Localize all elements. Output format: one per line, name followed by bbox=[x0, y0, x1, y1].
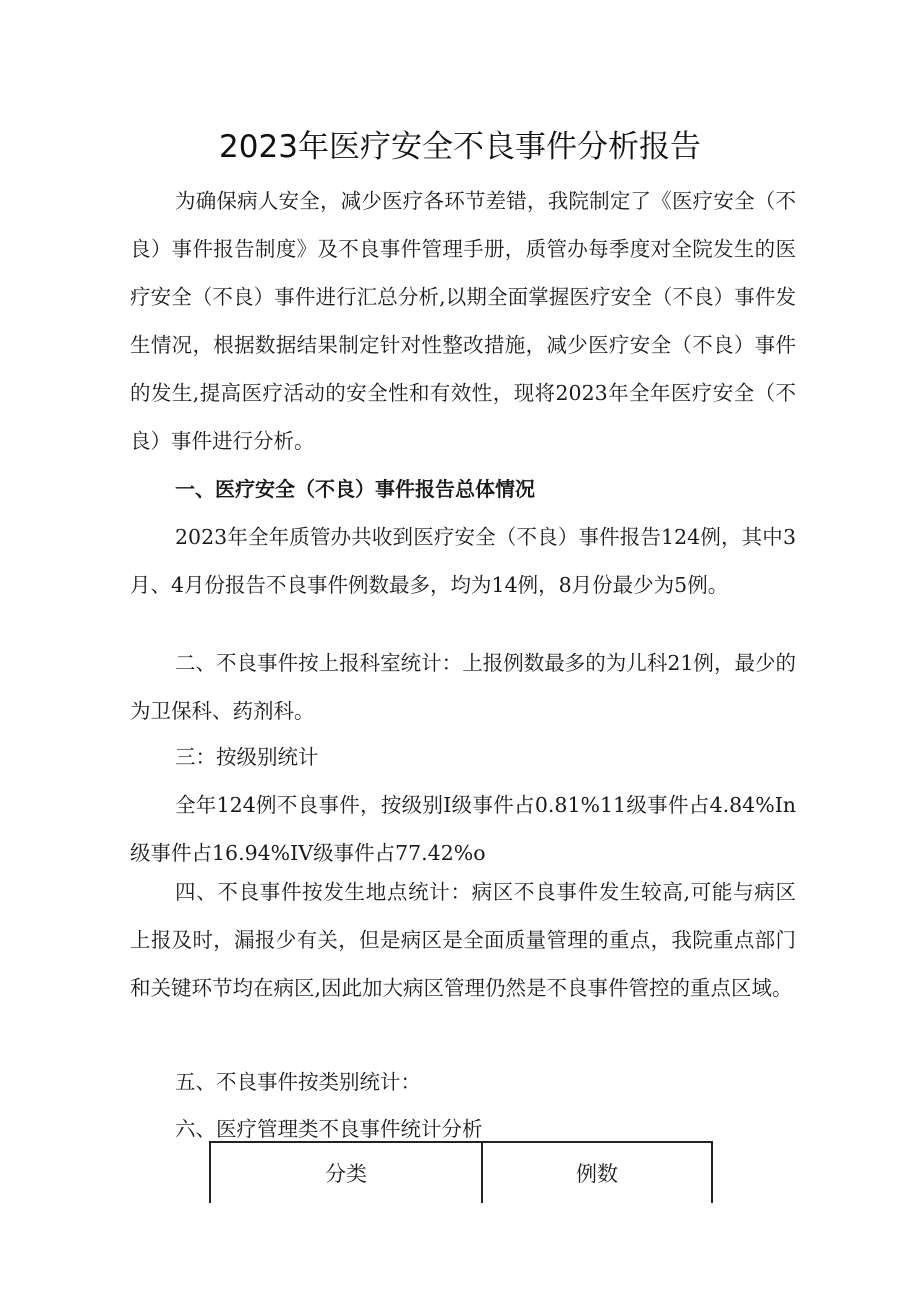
table-header-row bbox=[210, 1142, 712, 1203]
document-title: 2023年医疗安全不良事件分析报告 bbox=[219, 129, 701, 165]
section4-paragraph: 四、不良事件按发生地点统计：病区不良事件发生较高,可能与病区上报及时，漏报少有关，但是病区是全面质量管理的重点，我院重点部门和关键环节均在病区,因此加大病区管理仍然是不良事件管控的重点区域。 bbox=[130, 880, 796, 1000]
section3-body: 全年124例不良事件，按级别Ⅰ级事件占0.81%11级事件占4.84%In级事件占16.94%IV级事件占77.42%o bbox=[130, 793, 796, 865]
intro-paragraph: 为确保病人安全，减少医疗各环节差错，我院制定了《医疗安全（不良）事件报告制度》及不良事件管理手册，质管办每季度对全院发生的医疗安全（不良）事件进行汇总分析,以期全面掌握医疗安全（不良）事件发生情况，根据数据结果制定针对性整改措施，减少医疗安全（不良）事件的发生,提高医疗活动的安全性和有效性，现将2023年全年医疗安全（不良）事件进行分析。 bbox=[130, 189, 796, 453]
category-table bbox=[209, 1141, 713, 1203]
table-header-count: 例数 bbox=[482, 1142, 712, 1203]
section5-paragraph: 五、不良事件按类别统计： bbox=[175, 1070, 421, 1094]
section6-paragraph: 六、医疗管理类不良事件统计分析 bbox=[175, 1117, 483, 1141]
section1-body: 2023年全年质管办共收到医疗安全（不良）事件报告124例，其中3月、4月份报告不良事件例数最多，均为14例，8月份最少为5例。 bbox=[130, 525, 796, 597]
section1-heading: 一、医疗安全（不良）事件报告总体情况 bbox=[175, 477, 535, 501]
table-header-category: 分类 bbox=[210, 1142, 482, 1203]
section3-heading: 三：按级别统计 bbox=[175, 745, 319, 769]
section2-paragraph: 二、不良事件按上报科室统计：上报例数最多的为儿科21例，最少的为卫保科、药剂科。 bbox=[130, 651, 796, 723]
category-table-container bbox=[209, 1141, 707, 1301]
